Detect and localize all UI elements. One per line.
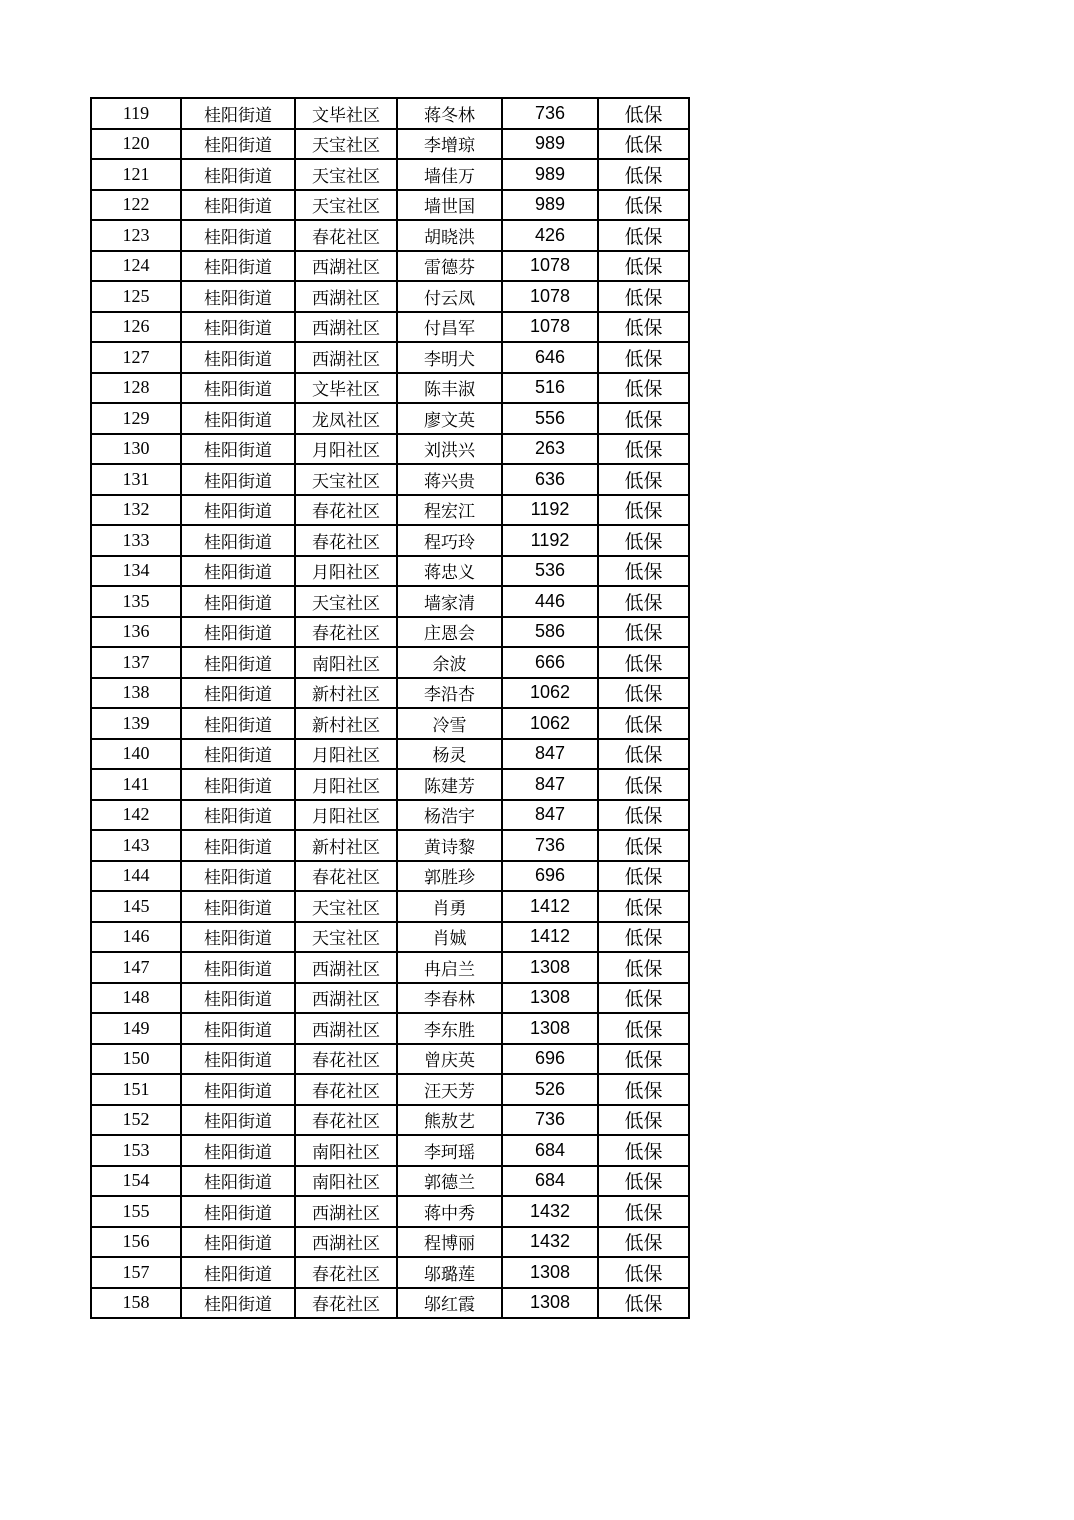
street-cell: 桂阳街道 bbox=[181, 861, 295, 892]
street-cell: 桂阳街道 bbox=[181, 1227, 295, 1258]
amount-cell: 736 bbox=[502, 98, 598, 129]
assistance-type-cell: 低保 bbox=[598, 1105, 689, 1136]
assistance-type-cell: 低保 bbox=[598, 281, 689, 312]
community-cell: 月阳社区 bbox=[295, 800, 397, 831]
street-cell: 桂阳街道 bbox=[181, 98, 295, 129]
community-cell: 文毕社区 bbox=[295, 98, 397, 129]
row-number: 153 bbox=[91, 1135, 181, 1166]
amount-cell: 516 bbox=[502, 373, 598, 404]
community-cell: 龙凤社区 bbox=[295, 403, 397, 434]
amount-cell: 646 bbox=[502, 342, 598, 373]
assistance-type-cell: 低保 bbox=[598, 556, 689, 587]
amount-cell: 989 bbox=[502, 129, 598, 160]
amount-cell: 556 bbox=[502, 403, 598, 434]
street-cell: 桂阳街道 bbox=[181, 952, 295, 983]
amount-cell: 1432 bbox=[502, 1227, 598, 1258]
assistance-type-cell: 低保 bbox=[598, 464, 689, 495]
name-cell: 余波 bbox=[397, 647, 502, 678]
amount-cell: 1308 bbox=[502, 983, 598, 1014]
assistance-type-cell: 低保 bbox=[598, 129, 689, 160]
table-row bbox=[91, 312, 689, 343]
community-cell: 南阳社区 bbox=[295, 647, 397, 678]
community-cell: 月阳社区 bbox=[295, 556, 397, 587]
amount-cell: 684 bbox=[502, 1166, 598, 1197]
table-row bbox=[91, 525, 689, 556]
table-row bbox=[91, 1196, 689, 1227]
table-row bbox=[91, 251, 689, 282]
street-cell: 桂阳街道 bbox=[181, 159, 295, 190]
assistance-type-cell: 低保 bbox=[598, 1013, 689, 1044]
assistance-type-cell: 低保 bbox=[598, 647, 689, 678]
row-number: 158 bbox=[91, 1288, 181, 1319]
row-number: 144 bbox=[91, 861, 181, 892]
name-cell: 邬璐莲 bbox=[397, 1257, 502, 1288]
row-number: 156 bbox=[91, 1227, 181, 1258]
table-row bbox=[91, 861, 689, 892]
row-number: 141 bbox=[91, 769, 181, 800]
name-cell: 熊敖艺 bbox=[397, 1105, 502, 1136]
name-cell: 庄恩会 bbox=[397, 617, 502, 648]
community-cell: 春花社区 bbox=[295, 220, 397, 251]
assistance-type-cell: 低保 bbox=[598, 739, 689, 770]
row-number: 121 bbox=[91, 159, 181, 190]
name-cell: 郭德兰 bbox=[397, 1166, 502, 1197]
name-cell: 李沿杏 bbox=[397, 678, 502, 709]
street-cell: 桂阳街道 bbox=[181, 617, 295, 648]
name-cell: 程博丽 bbox=[397, 1227, 502, 1258]
street-cell: 桂阳街道 bbox=[181, 1013, 295, 1044]
row-number: 129 bbox=[91, 403, 181, 434]
row-number: 148 bbox=[91, 983, 181, 1014]
assistance-type-cell: 低保 bbox=[598, 159, 689, 190]
amount-cell: 1078 bbox=[502, 312, 598, 343]
amount-cell: 1308 bbox=[502, 1288, 598, 1319]
street-cell: 桂阳街道 bbox=[181, 769, 295, 800]
community-cell: 西湖社区 bbox=[295, 1013, 397, 1044]
community-cell: 天宝社区 bbox=[295, 464, 397, 495]
row-number: 143 bbox=[91, 830, 181, 861]
name-cell: 程宏江 bbox=[397, 495, 502, 526]
assistance-type-cell: 低保 bbox=[598, 1288, 689, 1319]
community-cell: 西湖社区 bbox=[295, 952, 397, 983]
street-cell: 桂阳街道 bbox=[181, 190, 295, 221]
amount-cell: 446 bbox=[502, 586, 598, 617]
street-cell: 桂阳街道 bbox=[181, 1166, 295, 1197]
community-cell: 新村社区 bbox=[295, 830, 397, 861]
row-number: 136 bbox=[91, 617, 181, 648]
amount-cell: 696 bbox=[502, 861, 598, 892]
amount-cell: 1308 bbox=[502, 1257, 598, 1288]
row-number: 125 bbox=[91, 281, 181, 312]
name-cell: 蒋忠义 bbox=[397, 556, 502, 587]
assistance-type-cell: 低保 bbox=[598, 586, 689, 617]
row-number: 119 bbox=[91, 98, 181, 129]
community-cell: 天宝社区 bbox=[295, 922, 397, 953]
name-cell: 杨灵 bbox=[397, 739, 502, 770]
assistance-type-cell: 低保 bbox=[598, 495, 689, 526]
street-cell: 桂阳街道 bbox=[181, 1196, 295, 1227]
community-cell: 月阳社区 bbox=[295, 739, 397, 770]
street-cell: 桂阳街道 bbox=[181, 922, 295, 953]
table-row bbox=[91, 342, 689, 373]
table-row bbox=[91, 464, 689, 495]
name-cell: 李珂瑶 bbox=[397, 1135, 502, 1166]
row-number: 151 bbox=[91, 1074, 181, 1105]
community-cell: 春花社区 bbox=[295, 525, 397, 556]
amount-cell: 426 bbox=[502, 220, 598, 251]
street-cell: 桂阳街道 bbox=[181, 1135, 295, 1166]
row-number: 140 bbox=[91, 739, 181, 770]
name-cell: 李增琼 bbox=[397, 129, 502, 160]
table-row bbox=[91, 922, 689, 953]
name-cell: 肖勇 bbox=[397, 891, 502, 922]
table-row bbox=[91, 1013, 689, 1044]
amount-cell: 1308 bbox=[502, 952, 598, 983]
table-row bbox=[91, 1074, 689, 1105]
amount-cell: 736 bbox=[502, 830, 598, 861]
table-row bbox=[91, 403, 689, 434]
row-number: 142 bbox=[91, 800, 181, 831]
row-number: 128 bbox=[91, 373, 181, 404]
community-cell: 西湖社区 bbox=[295, 1227, 397, 1258]
street-cell: 桂阳街道 bbox=[181, 983, 295, 1014]
amount-cell: 684 bbox=[502, 1135, 598, 1166]
row-number: 131 bbox=[91, 464, 181, 495]
table-row bbox=[91, 495, 689, 526]
table-row bbox=[91, 556, 689, 587]
row-number: 145 bbox=[91, 891, 181, 922]
table-row bbox=[91, 1105, 689, 1136]
name-cell: 李东胜 bbox=[397, 1013, 502, 1044]
street-cell: 桂阳街道 bbox=[181, 312, 295, 343]
name-cell: 墙世国 bbox=[397, 190, 502, 221]
row-number: 149 bbox=[91, 1013, 181, 1044]
table-row bbox=[91, 1166, 689, 1197]
table-row bbox=[91, 1135, 689, 1166]
amount-cell: 847 bbox=[502, 739, 598, 770]
amount-cell: 736 bbox=[502, 1105, 598, 1136]
street-cell: 桂阳街道 bbox=[181, 464, 295, 495]
assistance-type-cell: 低保 bbox=[598, 769, 689, 800]
street-cell: 桂阳街道 bbox=[181, 1044, 295, 1075]
community-cell: 西湖社区 bbox=[295, 983, 397, 1014]
name-cell: 程巧玲 bbox=[397, 525, 502, 556]
community-cell: 月阳社区 bbox=[295, 434, 397, 465]
community-cell: 文毕社区 bbox=[295, 373, 397, 404]
amount-cell: 989 bbox=[502, 190, 598, 221]
assistance-type-cell: 低保 bbox=[598, 1074, 689, 1105]
community-cell: 西湖社区 bbox=[295, 342, 397, 373]
street-cell: 桂阳街道 bbox=[181, 403, 295, 434]
name-cell: 胡晓洪 bbox=[397, 220, 502, 251]
name-cell: 肖娍 bbox=[397, 922, 502, 953]
name-cell: 曾庆英 bbox=[397, 1044, 502, 1075]
name-cell: 黄诗黎 bbox=[397, 830, 502, 861]
community-cell: 春花社区 bbox=[295, 495, 397, 526]
table-row bbox=[91, 708, 689, 739]
name-cell: 雷德芬 bbox=[397, 251, 502, 282]
community-cell: 天宝社区 bbox=[295, 891, 397, 922]
name-cell: 付云凤 bbox=[397, 281, 502, 312]
street-cell: 桂阳街道 bbox=[181, 891, 295, 922]
name-cell: 冷雪 bbox=[397, 708, 502, 739]
amount-cell: 636 bbox=[502, 464, 598, 495]
row-number: 154 bbox=[91, 1166, 181, 1197]
amount-cell: 586 bbox=[502, 617, 598, 648]
row-number: 146 bbox=[91, 922, 181, 953]
table-row bbox=[91, 434, 689, 465]
street-cell: 桂阳街道 bbox=[181, 678, 295, 709]
row-number: 139 bbox=[91, 708, 181, 739]
beneficiary-table bbox=[90, 97, 690, 1319]
street-cell: 桂阳街道 bbox=[181, 251, 295, 282]
amount-cell: 1062 bbox=[502, 678, 598, 709]
community-cell: 新村社区 bbox=[295, 678, 397, 709]
street-cell: 桂阳街道 bbox=[181, 373, 295, 404]
row-number: 138 bbox=[91, 678, 181, 709]
community-cell: 春花社区 bbox=[295, 1105, 397, 1136]
assistance-type-cell: 低保 bbox=[598, 830, 689, 861]
table-row bbox=[91, 98, 689, 129]
name-cell: 墙家清 bbox=[397, 586, 502, 617]
row-number: 130 bbox=[91, 434, 181, 465]
community-cell: 天宝社区 bbox=[295, 586, 397, 617]
name-cell: 蒋兴贵 bbox=[397, 464, 502, 495]
name-cell: 邬红霞 bbox=[397, 1288, 502, 1319]
assistance-type-cell: 低保 bbox=[598, 678, 689, 709]
row-number: 126 bbox=[91, 312, 181, 343]
street-cell: 桂阳街道 bbox=[181, 525, 295, 556]
table-row bbox=[91, 1227, 689, 1258]
street-cell: 桂阳街道 bbox=[181, 800, 295, 831]
name-cell: 陈丰淑 bbox=[397, 373, 502, 404]
street-cell: 桂阳街道 bbox=[181, 647, 295, 678]
row-number: 127 bbox=[91, 342, 181, 373]
table-row bbox=[91, 739, 689, 770]
name-cell: 李春林 bbox=[397, 983, 502, 1014]
amount-cell: 666 bbox=[502, 647, 598, 678]
row-number: 135 bbox=[91, 586, 181, 617]
assistance-type-cell: 低保 bbox=[598, 220, 689, 251]
table-row bbox=[91, 617, 689, 648]
amount-cell: 1192 bbox=[502, 495, 598, 526]
community-cell: 西湖社区 bbox=[295, 251, 397, 282]
table-row bbox=[91, 373, 689, 404]
amount-cell: 847 bbox=[502, 769, 598, 800]
street-cell: 桂阳街道 bbox=[181, 556, 295, 587]
street-cell: 桂阳街道 bbox=[181, 586, 295, 617]
name-cell: 蒋冬林 bbox=[397, 98, 502, 129]
amount-cell: 526 bbox=[502, 1074, 598, 1105]
table-row bbox=[91, 190, 689, 221]
community-cell: 春花社区 bbox=[295, 1257, 397, 1288]
name-cell: 郭胜珍 bbox=[397, 861, 502, 892]
assistance-type-cell: 低保 bbox=[598, 922, 689, 953]
community-cell: 春花社区 bbox=[295, 861, 397, 892]
name-cell: 廖文英 bbox=[397, 403, 502, 434]
amount-cell: 1078 bbox=[502, 251, 598, 282]
amount-cell: 1078 bbox=[502, 281, 598, 312]
name-cell: 刘洪兴 bbox=[397, 434, 502, 465]
assistance-type-cell: 低保 bbox=[598, 983, 689, 1014]
community-cell: 天宝社区 bbox=[295, 190, 397, 221]
assistance-type-cell: 低保 bbox=[598, 891, 689, 922]
street-cell: 桂阳街道 bbox=[181, 1288, 295, 1319]
street-cell: 桂阳街道 bbox=[181, 434, 295, 465]
row-number: 155 bbox=[91, 1196, 181, 1227]
row-number: 134 bbox=[91, 556, 181, 587]
table-row bbox=[91, 830, 689, 861]
assistance-type-cell: 低保 bbox=[598, 861, 689, 892]
street-cell: 桂阳街道 bbox=[181, 830, 295, 861]
row-number: 147 bbox=[91, 952, 181, 983]
amount-cell: 1412 bbox=[502, 891, 598, 922]
assistance-type-cell: 低保 bbox=[598, 708, 689, 739]
table-row bbox=[91, 678, 689, 709]
assistance-type-cell: 低保 bbox=[598, 373, 689, 404]
community-cell: 西湖社区 bbox=[295, 312, 397, 343]
name-cell: 蒋中秀 bbox=[397, 1196, 502, 1227]
amount-cell: 1062 bbox=[502, 708, 598, 739]
assistance-type-cell: 低保 bbox=[598, 98, 689, 129]
assistance-type-cell: 低保 bbox=[598, 1196, 689, 1227]
table-row bbox=[91, 1044, 689, 1075]
community-cell: 天宝社区 bbox=[295, 159, 397, 190]
assistance-type-cell: 低保 bbox=[598, 434, 689, 465]
table-row bbox=[91, 281, 689, 312]
amount-cell: 263 bbox=[502, 434, 598, 465]
amount-cell: 989 bbox=[502, 159, 598, 190]
street-cell: 桂阳街道 bbox=[181, 1074, 295, 1105]
row-number: 152 bbox=[91, 1105, 181, 1136]
table-row bbox=[91, 891, 689, 922]
assistance-type-cell: 低保 bbox=[598, 1166, 689, 1197]
community-cell: 月阳社区 bbox=[295, 769, 397, 800]
row-number: 132 bbox=[91, 495, 181, 526]
table-row bbox=[91, 129, 689, 160]
row-number: 124 bbox=[91, 251, 181, 282]
assistance-type-cell: 低保 bbox=[598, 1227, 689, 1258]
amount-cell: 847 bbox=[502, 800, 598, 831]
amount-cell: 536 bbox=[502, 556, 598, 587]
row-number: 120 bbox=[91, 129, 181, 160]
community-cell: 春花社区 bbox=[295, 1288, 397, 1319]
name-cell: 付昌军 bbox=[397, 312, 502, 343]
name-cell: 杨浩宇 bbox=[397, 800, 502, 831]
table-row bbox=[91, 800, 689, 831]
amount-cell: 696 bbox=[502, 1044, 598, 1075]
assistance-type-cell: 低保 bbox=[598, 1044, 689, 1075]
table-row bbox=[91, 769, 689, 800]
amount-cell: 1432 bbox=[502, 1196, 598, 1227]
name-cell: 墙佳万 bbox=[397, 159, 502, 190]
name-cell: 陈建芳 bbox=[397, 769, 502, 800]
street-cell: 桂阳街道 bbox=[181, 281, 295, 312]
street-cell: 桂阳街道 bbox=[181, 739, 295, 770]
amount-cell: 1412 bbox=[502, 922, 598, 953]
table-row bbox=[91, 983, 689, 1014]
table-row bbox=[91, 1288, 689, 1319]
community-cell: 春花社区 bbox=[295, 1044, 397, 1075]
community-cell: 南阳社区 bbox=[295, 1166, 397, 1197]
table-row bbox=[91, 952, 689, 983]
assistance-type-cell: 低保 bbox=[598, 952, 689, 983]
community-cell: 新村社区 bbox=[295, 708, 397, 739]
table-row bbox=[91, 586, 689, 617]
street-cell: 桂阳街道 bbox=[181, 495, 295, 526]
table-row bbox=[91, 647, 689, 678]
table-row bbox=[91, 220, 689, 251]
assistance-type-cell: 低保 bbox=[598, 525, 689, 556]
street-cell: 桂阳街道 bbox=[181, 1257, 295, 1288]
community-cell: 春花社区 bbox=[295, 617, 397, 648]
community-cell: 春花社区 bbox=[295, 1074, 397, 1105]
assistance-type-cell: 低保 bbox=[598, 251, 689, 282]
assistance-type-cell: 低保 bbox=[598, 312, 689, 343]
assistance-type-cell: 低保 bbox=[598, 342, 689, 373]
name-cell: 汪天芳 bbox=[397, 1074, 502, 1105]
assistance-type-cell: 低保 bbox=[598, 1135, 689, 1166]
name-cell: 冉启兰 bbox=[397, 952, 502, 983]
street-cell: 桂阳街道 bbox=[181, 129, 295, 160]
row-number: 133 bbox=[91, 525, 181, 556]
amount-cell: 1308 bbox=[502, 1013, 598, 1044]
row-number: 150 bbox=[91, 1044, 181, 1075]
table-row bbox=[91, 1257, 689, 1288]
amount-cell: 1192 bbox=[502, 525, 598, 556]
community-cell: 西湖社区 bbox=[295, 1196, 397, 1227]
community-cell: 天宝社区 bbox=[295, 129, 397, 160]
table-body bbox=[91, 98, 689, 1318]
street-cell: 桂阳街道 bbox=[181, 1105, 295, 1136]
row-number: 123 bbox=[91, 220, 181, 251]
assistance-type-cell: 低保 bbox=[598, 403, 689, 434]
street-cell: 桂阳街道 bbox=[181, 708, 295, 739]
row-number: 157 bbox=[91, 1257, 181, 1288]
table-row bbox=[91, 159, 689, 190]
community-cell: 西湖社区 bbox=[295, 281, 397, 312]
row-number: 122 bbox=[91, 190, 181, 221]
row-number: 137 bbox=[91, 647, 181, 678]
street-cell: 桂阳街道 bbox=[181, 342, 295, 373]
assistance-type-cell: 低保 bbox=[598, 800, 689, 831]
assistance-type-cell: 低保 bbox=[598, 190, 689, 221]
community-cell: 南阳社区 bbox=[295, 1135, 397, 1166]
assistance-type-cell: 低保 bbox=[598, 1257, 689, 1288]
name-cell: 李明犬 bbox=[397, 342, 502, 373]
street-cell: 桂阳街道 bbox=[181, 220, 295, 251]
assistance-type-cell: 低保 bbox=[598, 617, 689, 648]
